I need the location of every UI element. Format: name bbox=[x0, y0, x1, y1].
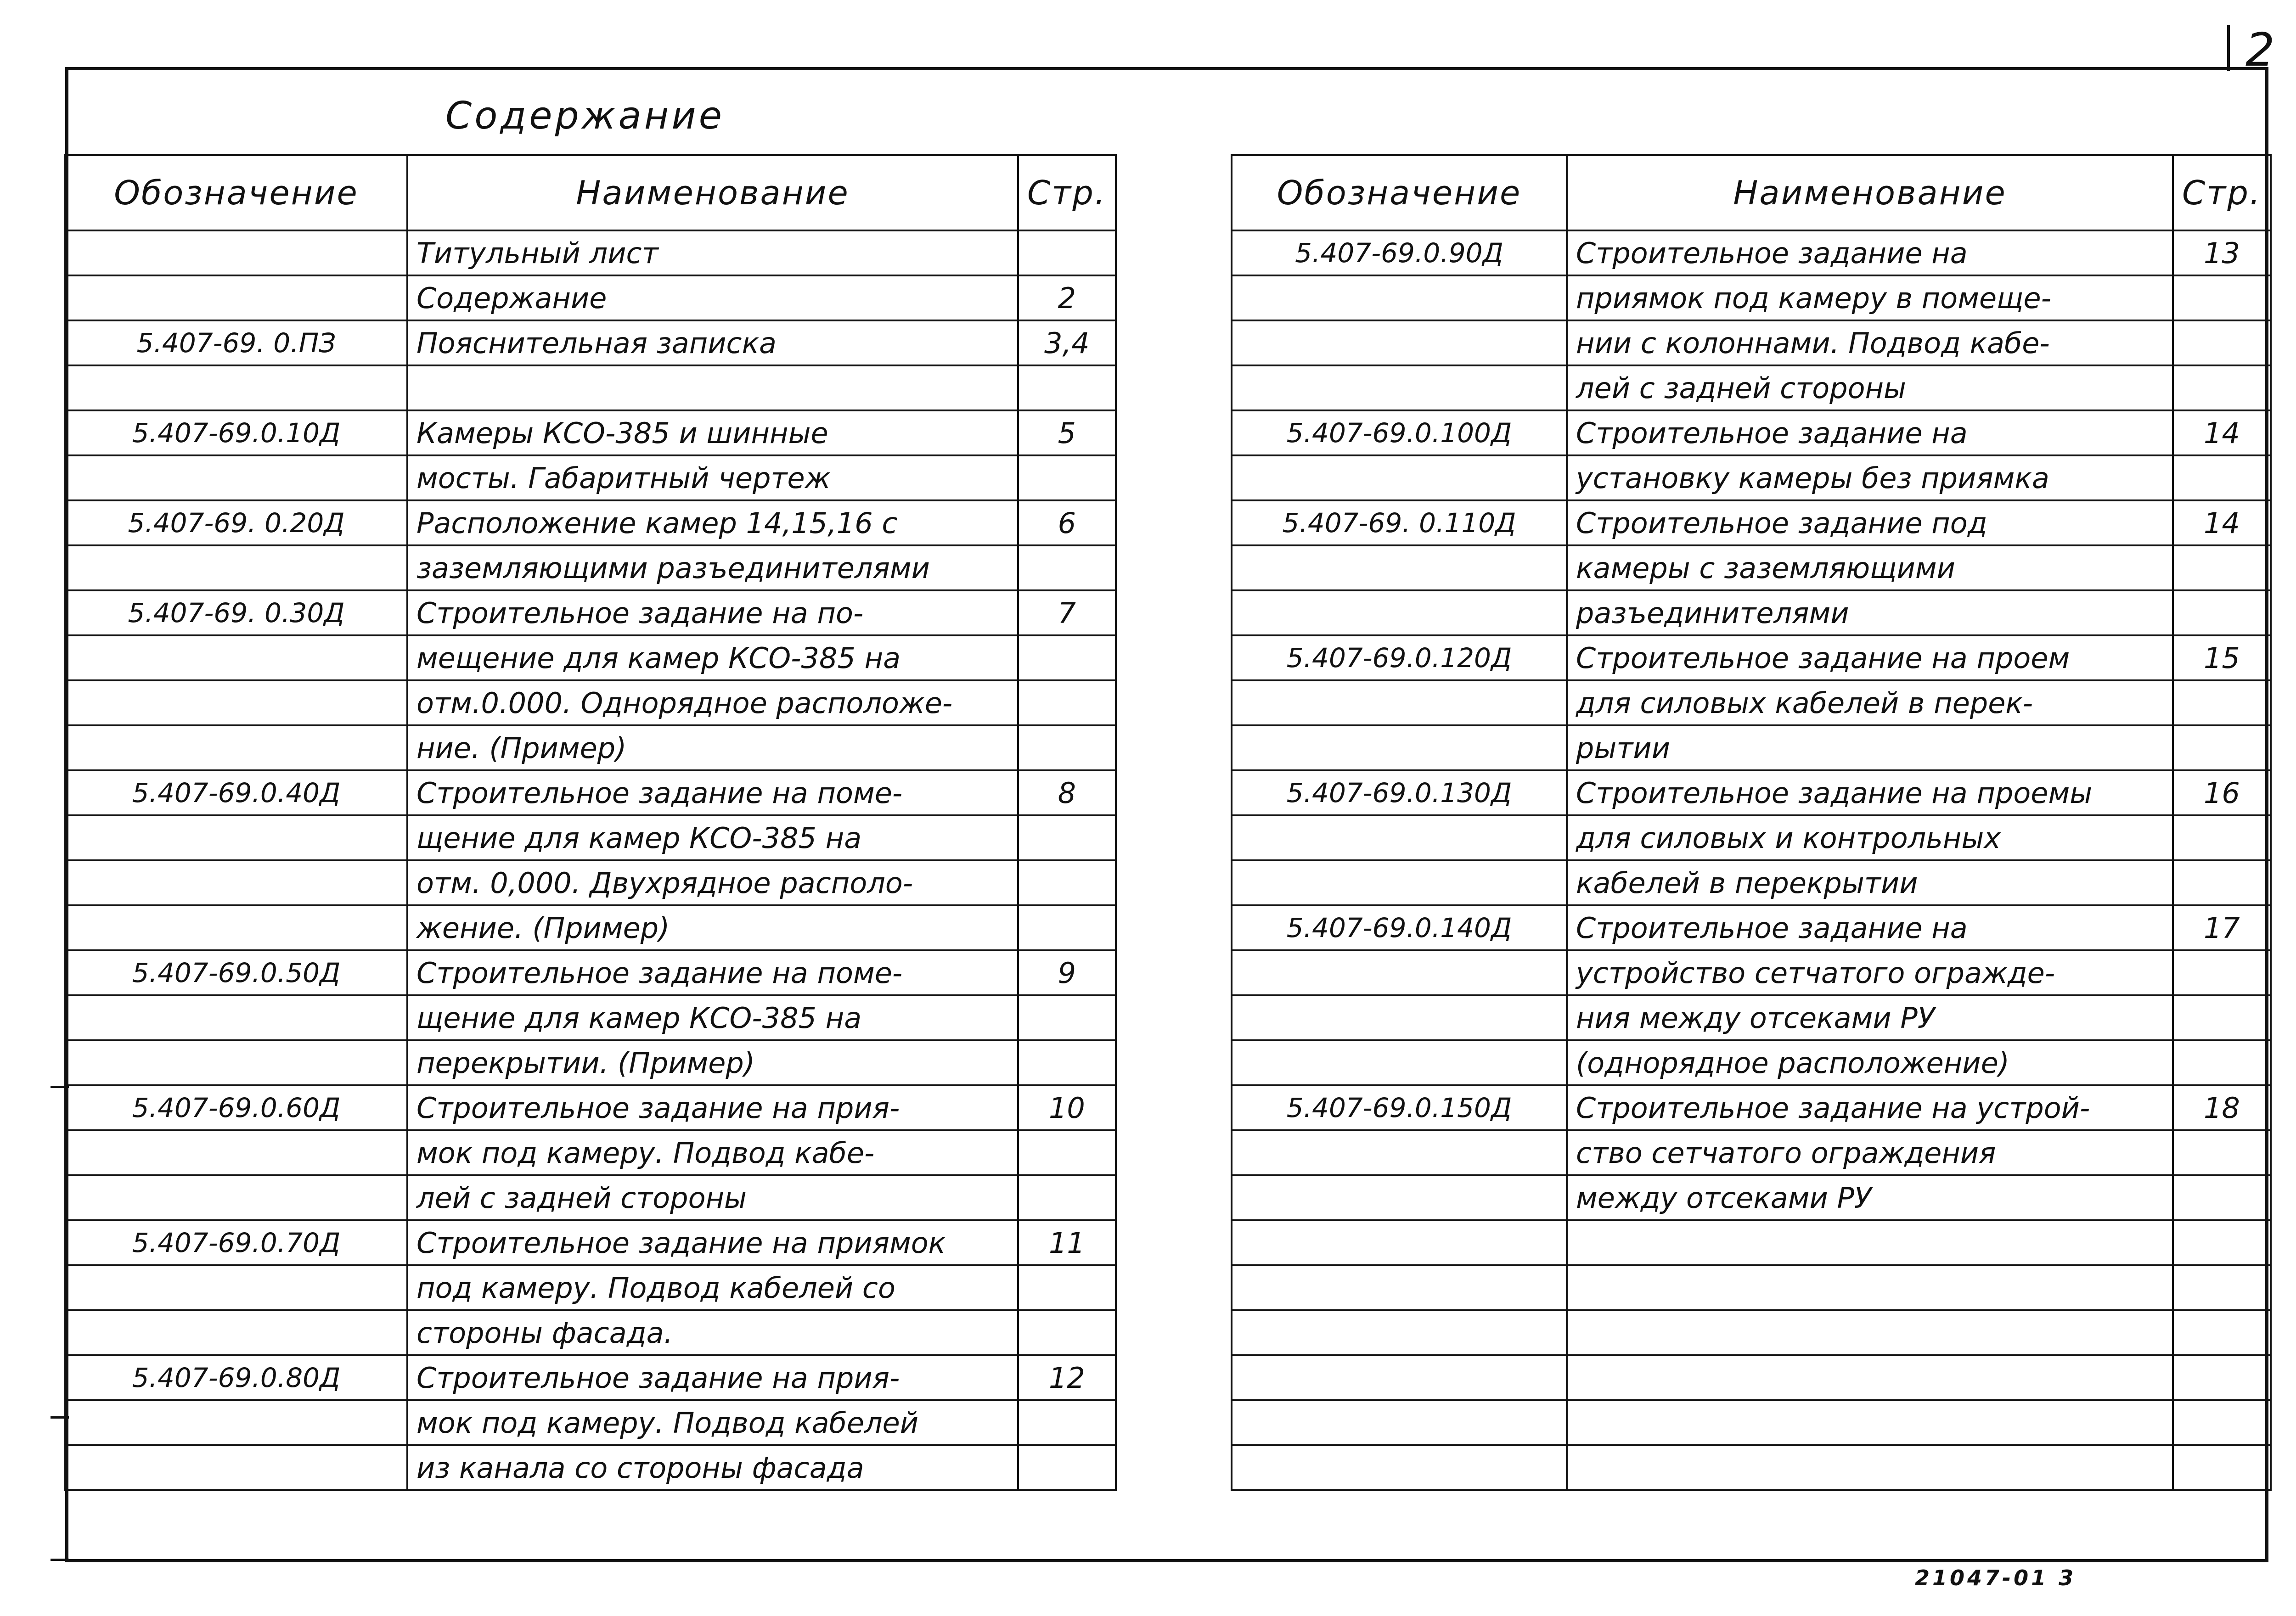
name-cell: мок под камеру. Подвод кабелей bbox=[407, 1400, 1018, 1445]
contents-body-right bbox=[1232, 230, 2271, 1490]
page-cell bbox=[2173, 275, 2271, 320]
table-row bbox=[1232, 1400, 2271, 1445]
table-header-row bbox=[1232, 155, 2271, 230]
code-cell bbox=[65, 860, 407, 905]
name-cell bbox=[1567, 1445, 2173, 1490]
page-cell: 13 bbox=[2173, 230, 2271, 275]
table-row bbox=[65, 1445, 1116, 1490]
code-cell: 5.407-69. 0.ПЗ bbox=[65, 320, 407, 365]
table-row bbox=[1232, 1040, 2271, 1085]
page-cell bbox=[2173, 1310, 2271, 1355]
table-row bbox=[65, 230, 1116, 275]
name-cell: Строительное задание на поме- bbox=[407, 950, 1018, 995]
name-cell: лей с задней стороны bbox=[1567, 365, 2173, 410]
page-cell: 14 bbox=[2173, 500, 2271, 545]
page-cell bbox=[1018, 905, 1116, 950]
margin-tick bbox=[51, 1559, 69, 1561]
table-row bbox=[65, 1085, 1116, 1130]
table-row bbox=[1232, 1085, 2271, 1130]
page-cell bbox=[2173, 455, 2271, 500]
code-cell bbox=[65, 995, 407, 1040]
page-cell bbox=[2173, 1265, 2271, 1310]
code-cell bbox=[65, 1265, 407, 1310]
code-cell: 5.407-69.0.70Д bbox=[65, 1220, 407, 1265]
table-row bbox=[1232, 275, 2271, 320]
table-row bbox=[1232, 410, 2271, 455]
table-row bbox=[65, 1220, 1116, 1265]
table-row bbox=[65, 635, 1116, 680]
page-cell: 10 bbox=[1018, 1085, 1116, 1130]
page-cell bbox=[1018, 725, 1116, 770]
table-row bbox=[1232, 1175, 2271, 1220]
code-cell: 5.407-69. 0.110Д bbox=[1232, 500, 1567, 545]
table-row bbox=[1232, 1310, 2271, 1355]
name-cell: Расположение камер 14,15,16 с bbox=[407, 500, 1018, 545]
name-cell: Титульный лист bbox=[407, 230, 1018, 275]
name-cell: ния между отсеками РУ bbox=[1567, 995, 2173, 1040]
table-row bbox=[65, 1400, 1116, 1445]
header-name: Наименование bbox=[407, 155, 1018, 230]
name-cell: приямок под камеру в помеще- bbox=[1567, 275, 2173, 320]
page-cell bbox=[1018, 635, 1116, 680]
page-cell bbox=[1018, 860, 1116, 905]
code-cell bbox=[1232, 275, 1567, 320]
table-row bbox=[65, 320, 1116, 365]
table-row bbox=[1232, 905, 2271, 950]
table-row bbox=[65, 1355, 1116, 1400]
code-cell bbox=[1232, 1175, 1567, 1220]
name-cell: Строительное задание на проем bbox=[1567, 635, 2173, 680]
table-row bbox=[65, 410, 1116, 455]
code-cell bbox=[65, 275, 407, 320]
name-cell: Строительное задание на поме- bbox=[407, 770, 1018, 815]
code-cell: 5.407-69.0.120Д bbox=[1232, 635, 1567, 680]
name-cell: заземляющими разъединителями bbox=[407, 545, 1018, 590]
code-cell bbox=[1232, 1445, 1567, 1490]
code-cell bbox=[1232, 455, 1567, 500]
page-cell: 16 bbox=[2173, 770, 2271, 815]
name-cell: Строительное задание на по- bbox=[407, 590, 1018, 635]
table-row bbox=[65, 815, 1116, 860]
code-cell: 5.407-69.0.80Д bbox=[65, 1355, 407, 1400]
name-cell: Строительное задание на bbox=[1567, 410, 2173, 455]
table-row bbox=[1232, 680, 2271, 725]
page-cell bbox=[1018, 995, 1116, 1040]
table-row bbox=[65, 545, 1116, 590]
code-cell: 5.407-69.0.50Д bbox=[65, 950, 407, 995]
page-title: Содержание bbox=[445, 94, 725, 138]
table-row bbox=[65, 1175, 1116, 1220]
table-row bbox=[65, 455, 1116, 500]
page-cell: 14 bbox=[2173, 410, 2271, 455]
code-cell bbox=[65, 1130, 407, 1175]
code-cell bbox=[65, 1175, 407, 1220]
name-cell: Строительное задание на проемы bbox=[1567, 770, 2173, 815]
table-row bbox=[1232, 860, 2271, 905]
contents-body-left bbox=[65, 230, 1116, 1490]
code-cell: 5.407-69.0.40Д bbox=[65, 770, 407, 815]
code-cell bbox=[65, 725, 407, 770]
table-row bbox=[1232, 1355, 2271, 1400]
table-row bbox=[65, 905, 1116, 950]
header-code: Обозначение bbox=[1232, 155, 1567, 230]
table-row bbox=[1232, 1265, 2271, 1310]
name-cell bbox=[1567, 1220, 2173, 1265]
code-cell bbox=[65, 1445, 407, 1490]
name-cell bbox=[1567, 1310, 2173, 1355]
page-cell bbox=[2173, 1040, 2271, 1085]
name-cell: ние. (Пример) bbox=[407, 725, 1018, 770]
table-row bbox=[65, 725, 1116, 770]
table-row bbox=[65, 1040, 1116, 1085]
table-row bbox=[1232, 950, 2271, 995]
table-row bbox=[65, 995, 1116, 1040]
page-cell bbox=[2173, 365, 2271, 410]
page-cell bbox=[2173, 1355, 2271, 1400]
table-row bbox=[1232, 545, 2271, 590]
page-cell: 8 bbox=[1018, 770, 1116, 815]
table-row bbox=[1232, 1445, 2271, 1490]
page-cell bbox=[1018, 230, 1116, 275]
table-row bbox=[1232, 500, 2271, 545]
code-cell bbox=[65, 815, 407, 860]
name-cell: (однорядное расположение) bbox=[1567, 1040, 2173, 1085]
table-row bbox=[65, 1310, 1116, 1355]
page-cell bbox=[1018, 1445, 1116, 1490]
code-cell: 5.407-69.0.10Д bbox=[65, 410, 407, 455]
code-cell bbox=[1232, 1265, 1567, 1310]
name-cell bbox=[1567, 1265, 2173, 1310]
page-cell bbox=[1018, 680, 1116, 725]
code-cell bbox=[1232, 1400, 1567, 1445]
code-cell bbox=[1232, 365, 1567, 410]
name-cell: Пояснительная записка bbox=[407, 320, 1018, 365]
page-cell bbox=[2173, 1220, 2271, 1265]
table-row bbox=[65, 590, 1116, 635]
name-cell: Строительное задание на прия- bbox=[407, 1355, 1018, 1400]
table-row bbox=[1232, 725, 2271, 770]
page-cell bbox=[1018, 1040, 1116, 1085]
page-cell bbox=[2173, 1445, 2271, 1490]
page-cell: 12 bbox=[1018, 1355, 1116, 1400]
table-row bbox=[1232, 995, 2271, 1040]
table-row bbox=[1232, 1220, 2271, 1265]
table-row bbox=[65, 275, 1116, 320]
name-cell: камеры с заземляющими bbox=[1567, 545, 2173, 590]
name-cell: рытии bbox=[1567, 725, 2173, 770]
name-cell: ство сетчатого ограждения bbox=[1567, 1130, 2173, 1175]
page-cell bbox=[1018, 1175, 1116, 1220]
code-cell bbox=[1232, 1040, 1567, 1085]
table-row bbox=[1232, 815, 2271, 860]
header-page: Стр. bbox=[2173, 155, 2271, 230]
document-stamp: 21047-01 3 bbox=[1915, 1566, 2077, 1590]
code-cell bbox=[65, 365, 407, 410]
name-cell: жение. (Пример) bbox=[407, 905, 1018, 950]
code-cell bbox=[65, 680, 407, 725]
code-cell bbox=[1232, 725, 1567, 770]
page-cell bbox=[2173, 680, 2271, 725]
page-cell bbox=[1018, 365, 1116, 410]
name-cell bbox=[407, 365, 1018, 410]
table-row bbox=[1232, 365, 2271, 410]
name-cell: установку камеры без приямка bbox=[1567, 455, 2173, 500]
code-cell: 5.407-69. 0.30Д bbox=[65, 590, 407, 635]
code-cell bbox=[1232, 995, 1567, 1040]
contents-table-right bbox=[1231, 154, 2272, 1491]
page-cell: 11 bbox=[1018, 1220, 1116, 1265]
page-cell: 17 bbox=[2173, 905, 2271, 950]
code-cell bbox=[1232, 1220, 1567, 1265]
code-cell bbox=[65, 905, 407, 950]
page-cell: 2 bbox=[1018, 275, 1116, 320]
page-cell bbox=[2173, 320, 2271, 365]
table-row bbox=[65, 950, 1116, 995]
code-cell bbox=[65, 545, 407, 590]
name-cell: щение для камер КСО-385 на bbox=[407, 995, 1018, 1040]
page-cell bbox=[1018, 1265, 1116, 1310]
page-cell bbox=[2173, 995, 2271, 1040]
name-cell: Строительное задание под bbox=[1567, 500, 2173, 545]
code-cell bbox=[65, 1310, 407, 1355]
page-cell: 18 bbox=[2173, 1085, 2271, 1130]
page-cell: 3,4 bbox=[1018, 320, 1116, 365]
page-cell bbox=[2173, 590, 2271, 635]
table-row bbox=[1232, 770, 2271, 815]
code-cell bbox=[1232, 950, 1567, 995]
name-cell: мосты. Габаритный чертеж bbox=[407, 455, 1018, 500]
code-cell bbox=[1232, 1355, 1567, 1400]
code-cell: 5.407-69.0.60Д bbox=[65, 1085, 407, 1130]
name-cell: устройство сетчатого огражде- bbox=[1567, 950, 2173, 995]
table-row bbox=[1232, 320, 2271, 365]
name-cell: для силовых и контрольных bbox=[1567, 815, 2173, 860]
code-cell bbox=[1232, 860, 1567, 905]
page-cell bbox=[2173, 725, 2271, 770]
page-cell bbox=[1018, 455, 1116, 500]
header-code: Обозначение bbox=[65, 155, 407, 230]
page-cell bbox=[1018, 545, 1116, 590]
name-cell bbox=[1567, 1400, 2173, 1445]
page-cell: 7 bbox=[1018, 590, 1116, 635]
table-row bbox=[1232, 590, 2271, 635]
page-cell bbox=[2173, 860, 2271, 905]
name-cell: Содержание bbox=[407, 275, 1018, 320]
name-cell: мещение для камер КСО-385 на bbox=[407, 635, 1018, 680]
name-cell: разъединителями bbox=[1567, 590, 2173, 635]
code-cell bbox=[1232, 1310, 1567, 1355]
table-row bbox=[1232, 1130, 2271, 1175]
code-cell bbox=[1232, 680, 1567, 725]
code-cell bbox=[1232, 545, 1567, 590]
name-cell: отм. 0,000. Двухрядное располо- bbox=[407, 860, 1018, 905]
name-cell: нии с колоннами. Подвод кабе- bbox=[1567, 320, 2173, 365]
name-cell: из канала со стороны фасада bbox=[407, 1445, 1018, 1490]
page-cell bbox=[2173, 1130, 2271, 1175]
name-cell: Строительное задание на bbox=[1567, 230, 2173, 275]
code-cell bbox=[65, 455, 407, 500]
page-cell: 9 bbox=[1018, 950, 1116, 995]
table-row bbox=[65, 770, 1116, 815]
header-name: Наименование bbox=[1567, 155, 2173, 230]
table-row bbox=[1232, 455, 2271, 500]
table-row bbox=[65, 860, 1116, 905]
table-row bbox=[65, 1130, 1116, 1175]
page-cell bbox=[2173, 1175, 2271, 1220]
table-row bbox=[1232, 230, 2271, 275]
code-cell bbox=[65, 230, 407, 275]
name-cell: под камеру. Подвод кабелей со bbox=[407, 1265, 1018, 1310]
page-cell: 5 bbox=[1018, 410, 1116, 455]
page-cell bbox=[1018, 815, 1116, 860]
name-cell: отм.0.000. Однорядное расположе- bbox=[407, 680, 1018, 725]
page-cell: 15 bbox=[2173, 635, 2271, 680]
name-cell: Строительное задание на прия- bbox=[407, 1085, 1018, 1130]
name-cell bbox=[1567, 1355, 2173, 1400]
page-cell bbox=[2173, 815, 2271, 860]
table-row bbox=[65, 680, 1116, 725]
page-cell bbox=[1018, 1310, 1116, 1355]
table-row bbox=[65, 500, 1116, 545]
page-cell bbox=[1018, 1400, 1116, 1445]
code-cell: 5.407-69. 0.20Д bbox=[65, 500, 407, 545]
code-cell bbox=[1232, 590, 1567, 635]
name-cell: перекрытии. (Пример) bbox=[407, 1040, 1018, 1085]
name-cell: между отсеками РУ bbox=[1567, 1175, 2173, 1220]
code-cell bbox=[1232, 815, 1567, 860]
name-cell: для силовых кабелей в перек- bbox=[1567, 680, 2173, 725]
table-row bbox=[65, 365, 1116, 410]
name-cell: щение для камер КСО-385 на bbox=[407, 815, 1018, 860]
name-cell: Строительное задание на устрой- bbox=[1567, 1085, 2173, 1130]
code-cell: 5.407-69.0.150Д bbox=[1232, 1085, 1567, 1130]
table-row bbox=[1232, 635, 2271, 680]
code-cell bbox=[65, 1040, 407, 1085]
code-cell bbox=[65, 635, 407, 680]
name-cell: лей с задней стороны bbox=[407, 1175, 1018, 1220]
name-cell: Строительное задание на bbox=[1567, 905, 2173, 950]
name-cell: стороны фасада. bbox=[407, 1310, 1018, 1355]
page-cell bbox=[2173, 545, 2271, 590]
page-cell bbox=[2173, 950, 2271, 995]
contents-table-left bbox=[64, 154, 1117, 1491]
name-cell: кабелей в перекрытии bbox=[1567, 860, 2173, 905]
page-cell bbox=[2173, 1400, 2271, 1445]
code-cell: 5.407-69.0.140Д bbox=[1232, 905, 1567, 950]
name-cell: мок под камеру. Подвод кабе- bbox=[407, 1130, 1018, 1175]
page-cell bbox=[1018, 1130, 1116, 1175]
page-number: 2 bbox=[2245, 23, 2275, 77]
name-cell: Камеры КСО-385 и шинные bbox=[407, 410, 1018, 455]
code-cell bbox=[1232, 320, 1567, 365]
code-cell bbox=[1232, 1130, 1567, 1175]
table-row bbox=[65, 1265, 1116, 1310]
name-cell: Строительное задание на приямок bbox=[407, 1220, 1018, 1265]
code-cell: 5.407-69.0.90Д bbox=[1232, 230, 1567, 275]
header-page: Стр. bbox=[1018, 155, 1116, 230]
code-cell bbox=[65, 1400, 407, 1445]
table-header-row bbox=[65, 155, 1116, 230]
page-cell: 6 bbox=[1018, 500, 1116, 545]
code-cell: 5.407-69.0.100Д bbox=[1232, 410, 1567, 455]
code-cell: 5.407-69.0.130Д bbox=[1232, 770, 1567, 815]
